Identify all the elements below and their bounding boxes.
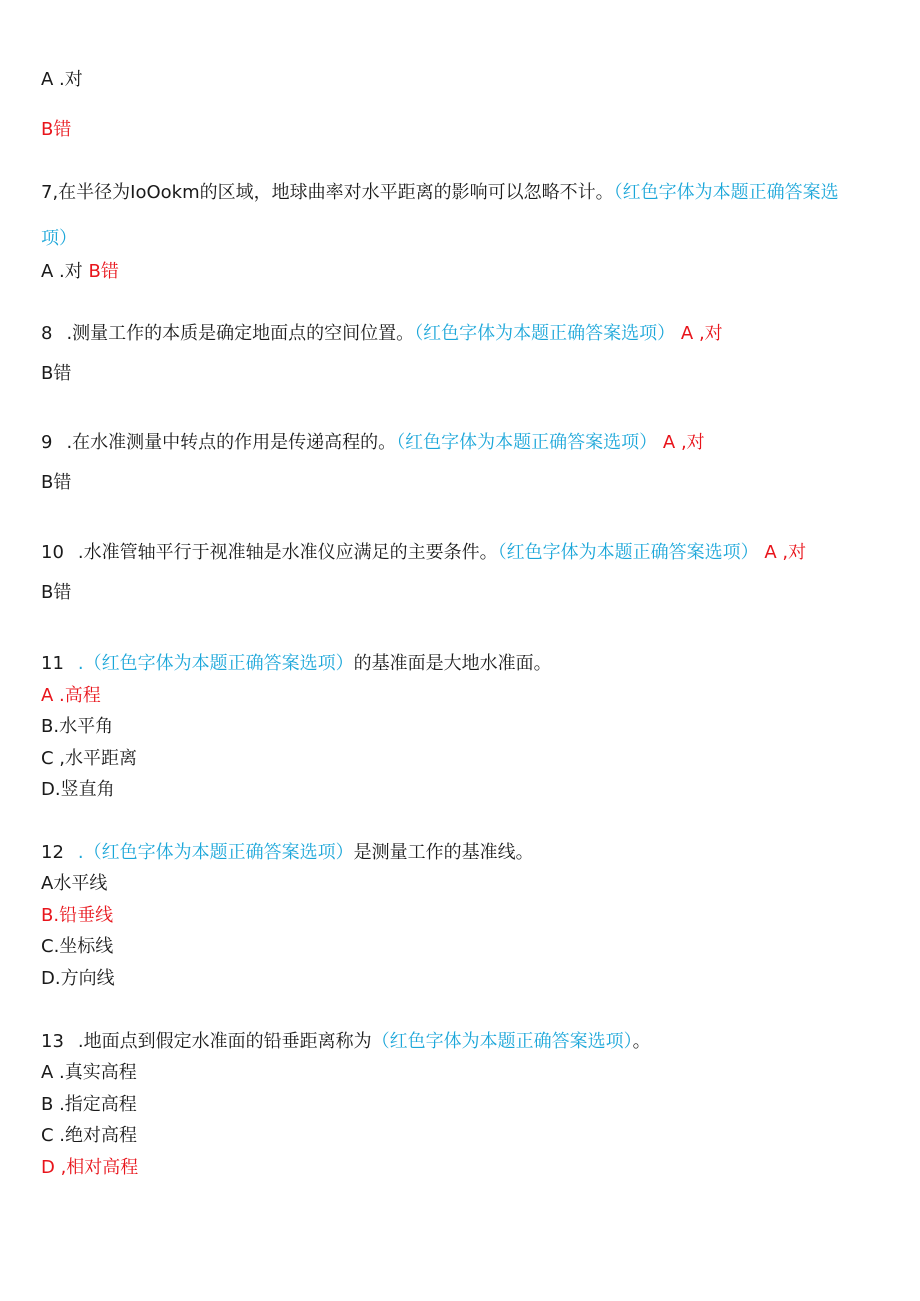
q7-hint-continued: 项）: [41, 228, 77, 249]
q8-number: 8: [41, 323, 53, 344]
q7-option-b-answer: B错: [88, 261, 119, 282]
q13-hint: （红色字体为本题正确答案选项）: [371, 1031, 633, 1052]
q7-options: [41, 260, 119, 284]
q9-hint: （红色字体为本题正确答案选项）: [396, 432, 658, 453]
q13-option-d-answer: D ,相对高程: [41, 1157, 139, 1178]
q12-number: 12: [41, 842, 64, 863]
q7-stem: 7,在半径为IoOokm的区域，地球曲率对水平距离的影响可以忽略不计。（红色字体为本题正确答案选: [41, 182, 839, 203]
q11-option-a-answer: A .高程: [41, 685, 101, 706]
q8-option-b: B错: [41, 363, 72, 384]
q9-stem: 9 .在水准测量中转点的作用是传递高程的。（红色字体为本题正确答案选项） A ,对: [41, 432, 705, 453]
q12-option-c: C.坐标线: [41, 936, 114, 957]
q11-hint: （红色字体为本题正确答案选项）: [83, 653, 354, 674]
q8-option-a-answer: A ,对: [680, 323, 723, 344]
q12-option-b-answer: B.铅垂线: [41, 905, 114, 926]
q12-hint: （红色字体为本题正确答案选项）: [83, 842, 354, 863]
q10-number: 10: [41, 542, 64, 563]
q13-number: 13: [41, 1031, 64, 1052]
q11-option-d: D.竖直角: [41, 779, 115, 800]
q10-option-a-answer: A ,对: [764, 542, 807, 563]
q13-option-a: A .真实高程: [41, 1062, 137, 1083]
q8-hint: （红色字体为本题正确答案选项）: [414, 323, 676, 344]
q10-option-b: B错: [41, 582, 72, 603]
q12-option-a: A水平线: [41, 873, 108, 894]
q7-hint: （红色字体为本题正确答案选: [613, 182, 839, 203]
q11-option-b: B.水平角: [41, 716, 114, 737]
q8-stem: 8 .测量工作的本质是确定地面点的空间位置。（红色字体为本题正确答案选项） A ,对: [41, 323, 723, 344]
q13-option-b: B .指定高程: [41, 1094, 137, 1115]
q7-option-a: A .对: [41, 261, 83, 282]
q12-stem: 12 .（红色字体为本题正确答案选项）是测量工作的基准线。: [41, 842, 534, 863]
q11-number: 11: [41, 653, 64, 674]
q9-option-a-answer: A ,对: [662, 432, 705, 453]
q13-stem: 13 .地面点到假定水准面的铅垂距离称为（红色字体为本题正确答案选项）。: [41, 1031, 651, 1052]
q9-option-b: B错: [41, 472, 72, 493]
q10-stem: 10 .水准管轴平行于视准轴是水准仪应满足的主要条件。（红色字体为本题正确答案选项） A ,对: [41, 542, 807, 563]
q12-option-d: D.方向线: [41, 968, 115, 989]
q13-option-c: C .绝对高程: [41, 1125, 138, 1146]
q10-hint: （红色字体为本题正确答案选项）: [497, 542, 759, 563]
q11-option-c: C ,水平距离: [41, 748, 138, 769]
q11-stem: 11 .（红色字体为本题正确答案选项）的基准面是大地水准面。: [41, 653, 552, 674]
q6-option-b-answer: B错: [41, 119, 72, 140]
q9-number: 9: [41, 432, 53, 453]
q6-option-a: A .对: [41, 69, 83, 90]
